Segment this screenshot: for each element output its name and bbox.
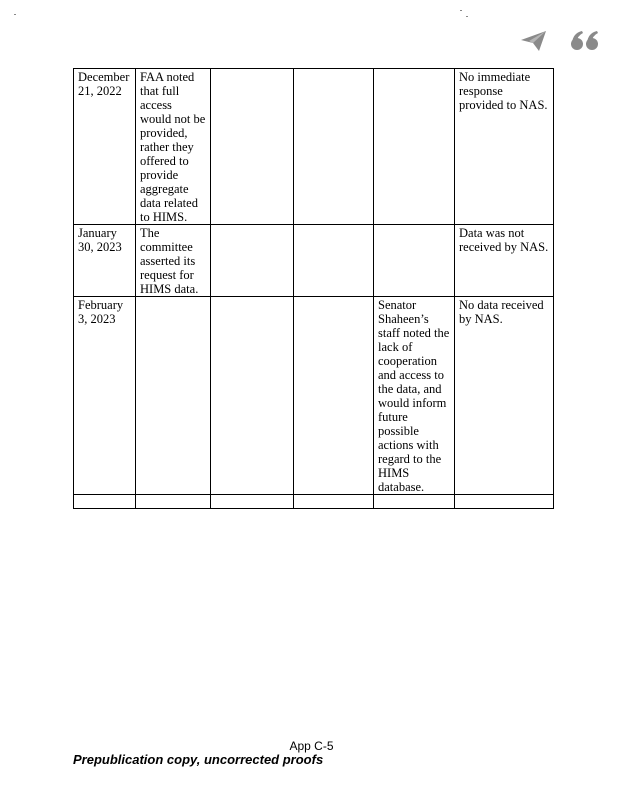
table-row <box>74 495 554 509</box>
empty-cell <box>374 225 455 297</box>
paper-plane-icon[interactable] <box>520 30 548 57</box>
empty-cell <box>211 225 294 297</box>
date-cell: January 30, 2023 <box>74 225 136 297</box>
page-number: App C-5 <box>289 739 334 753</box>
empty-cell <box>374 495 455 509</box>
empty-cell <box>294 297 374 495</box>
action-cell: The committee asserted its request for HIMS data. <box>136 225 211 297</box>
empty-cell <box>455 495 554 509</box>
outcome-cell: Data was not received by NAS. <box>455 225 554 297</box>
outcome-cell: No immediate response provided to NAS. <box>455 69 554 225</box>
quote-icon[interactable] <box>570 30 600 57</box>
table-row <box>74 69 554 225</box>
empty-cell <box>136 495 211 509</box>
empty-cell <box>294 495 374 509</box>
empty-cell <box>211 69 294 225</box>
date-cell: December 21, 2022 <box>74 69 136 225</box>
action-cell <box>136 297 211 495</box>
action-cell: FAA noted that full access would not be provided, rather they offered to provide aggregate data related to HIMS. <box>136 69 211 225</box>
scan-speck <box>460 10 462 11</box>
outcome-cell: No data received by NAS. <box>455 297 554 495</box>
empty-cell <box>211 495 294 509</box>
empty-cell <box>294 225 374 297</box>
table-row <box>74 297 554 495</box>
scan-speck <box>14 14 16 15</box>
senator-note-cell: Senator Shaheen’s staff noted the lack of cooperation and access to the data, and would inform future possible actions with regard to the HIMS database. <box>374 297 455 495</box>
table-row <box>74 225 554 297</box>
scan-speck <box>466 16 468 17</box>
date-cell: February 3, 2023 <box>74 297 136 495</box>
timeline-table <box>73 68 554 509</box>
empty-cell <box>374 69 455 225</box>
proof-notice: Prepublication copy, uncorrected proofs <box>73 752 324 767</box>
empty-cell <box>74 495 136 509</box>
empty-cell <box>211 297 294 495</box>
empty-cell <box>294 69 374 225</box>
